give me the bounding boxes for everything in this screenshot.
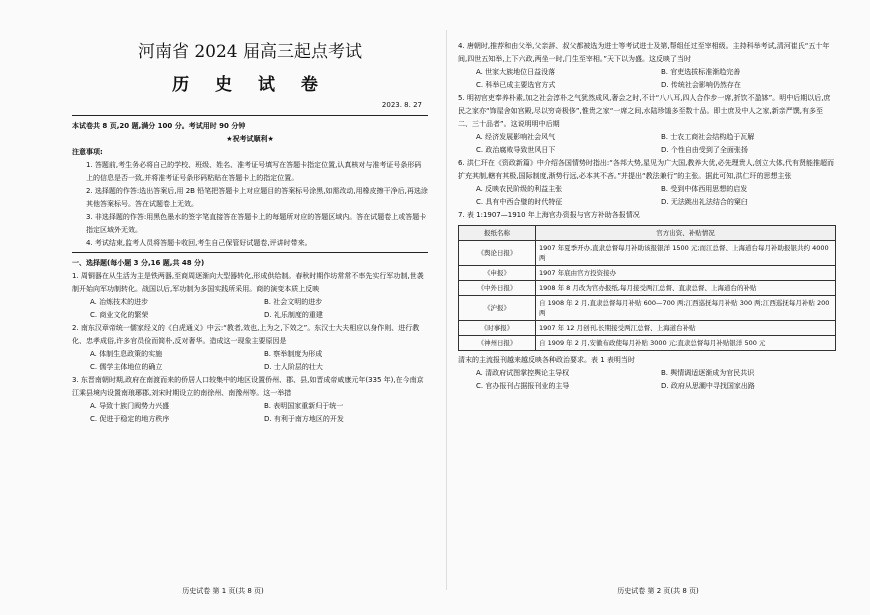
option-c: C. 具有中西合璧的时代特征 — [476, 198, 563, 206]
section-heading: 一、选择题(每小题 3 分,16 题,共 48 分) — [72, 259, 205, 267]
option-b: B. 察举制度为形成 — [264, 350, 323, 358]
option-d: D. 无法跳出礼法结合的窠臼 — [661, 198, 748, 206]
option-c: C. 儒学主体地位的确立 — [90, 363, 163, 371]
good-luck: ★祝考试顺利★ — [226, 135, 274, 143]
table-cell: 《申报》 — [459, 266, 536, 281]
notice-item: 3. 非选择题的作答:用黑色墨水的签字笔直接答在答题卡上的每题所对应的答题区域内。答在试题卷上或答题卡指定区域外无效。 — [86, 213, 427, 234]
question-stem: 1. 周铜器在从生活为主是铁两器,至商周逐渐向大型器转化,形成供给制。春秋时期作坊常常不率先实行军功制,世袭制开始向军功制转化。战国以后,军功制为多国实践所采用。商的演变本质上反映 — [72, 272, 424, 293]
notice-item: 4. 考试结束,监考人员将答题卡收回,考生自己保管好试题卷,评讲时带来。 — [86, 239, 312, 247]
option-d: D. 有利于南方地区的开发 — [264, 415, 344, 423]
exam-title: 河南省 2024 届高三起点考试 — [137, 42, 363, 62]
table-row — [459, 281, 836, 296]
option-c: C. 科举已成主要选官方式 — [476, 81, 556, 89]
option-c: C. 政治腐败导致世风日下 — [476, 146, 556, 154]
table-cell: 《神州日报》 — [459, 336, 536, 351]
question-7 — [458, 209, 836, 393]
option-c: C. 官办报刊占据报刊业的主导 — [476, 382, 570, 390]
notice-item: 2. 选择题的作答:选出答案后,用 2B 铅笔把答题卡上对应题目的答案标号涂黑,如需改动,用橡皮擦干净后,再选涂其他答案标号。答在试题卷上无效。 — [86, 187, 428, 208]
table-row — [459, 336, 836, 351]
question-stem: 6. 洪仁玕在《资政新篇》中介绍各国情势时指出:“各邦大势,星见为广大国,教养大优,必先理贵人,创立大体,代有贤能推超而扩充其制,轄有其极,国际制度,渐势行远,必本其不吝。”并提出“教法兼行”的主张。据此可知,洪仁玕的思想主张 — [458, 159, 835, 180]
question-stem: 3. 东晋南朝时期,政府在南渡而来的侨居人口较集中的地区设置侨州、郡、县,如晋成帝咸康元年(335 年),在今南京江乘县境内设置南琅琊郡,刘宋时期设立的南徐州、南豫州等。这一举措 — [72, 376, 424, 397]
rule — [72, 252, 428, 253]
option-d: D. 传统社会影响仍然存在 — [661, 81, 741, 89]
table-cell: 自 1909 年 2 月,安徽布政使每月补贴 3000 元;直隶总督每月补贴银洋 500 元 — [536, 336, 836, 351]
table-cell: 《中外日报》 — [459, 281, 536, 296]
option-b: B. 舆情调适逐渐成为官民共识 — [661, 369, 755, 377]
subject-title: 历 史 试 卷 — [172, 75, 328, 95]
exam-date: 2023. 8. 27 — [381, 101, 422, 109]
table-cell: 1907 年底由官方投资接办 — [536, 266, 836, 281]
option-b: B. 社会文明的进步 — [264, 298, 323, 306]
option-b: B. 官吏选拔标准渐趋完善 — [661, 68, 741, 76]
table-cell: 《时事报》 — [459, 321, 536, 336]
table-header: 报纸名称 — [459, 226, 536, 241]
option-c: C. 促进于稳定的地方秩序 — [90, 415, 170, 423]
option-d: D. 士人阶层的壮大 — [264, 363, 323, 371]
table-cell: 《沪报》 — [459, 296, 536, 321]
option-a: A. 冶炼技术的进步 — [90, 298, 149, 306]
option-d: D. 个性自由受到了全面张扬 — [661, 146, 748, 154]
question-stem: 5. 明初官吏奉养朴素,加之社会淳朴之气犹然成风,奢会之时,不计“八八耳,四人合作步一席,折饮不盈钵”。明中后期以后,庶民之家亦“饰屋舍如宫殿,尽以穷奇极侈”,惟贵之家“一席之间,水陆珍馐多至数十品。即士庶及中人之家,新亲严馔,有多至二、三十品者”。这说明明中后期 — [458, 94, 831, 128]
question-5 — [458, 92, 836, 157]
table-row — [459, 296, 836, 321]
page-footer: 历史试卷 第 2 页(共 8 页) — [617, 587, 699, 595]
question-1 — [72, 270, 428, 322]
question-stem: 4. 唐朝时,推荐和由父举,父亲辞、叔父都被选为进士等考试进士及第,帮组任过至宰相级。主持科举考试,清河崔氏“五十年间,四世五知举,上下六政,两坐一时,门生至宰相。”天下以为盛。这反映了当时 — [458, 42, 830, 63]
table-header-row — [459, 226, 836, 241]
option-a: A. 导致十族门阀势力兴盛 — [90, 402, 170, 410]
question-3 — [72, 374, 428, 426]
notice-heading: 注意事项: — [72, 148, 103, 156]
question-4 — [458, 40, 836, 92]
option-a: A. 体制生息政策的实施 — [90, 350, 163, 358]
table-row — [459, 241, 836, 266]
question-stem: 2. 南东汉章帝统一儒家经义的《白虎通义》中云:“教者,效也,上为之,下效之”。东汉士大夫相应以身作则、进行教化、忠孝成俗,许多官员俭而简朴,反对奢华。造成这一现象主要原因是 — [72, 324, 420, 345]
table-cell: 《舆论日报》 — [459, 241, 536, 266]
table-cell: 1907 年 12 月创刊,长期接受两江总督、上海道台补贴 — [536, 321, 836, 336]
exam-meta: 本试卷共 8 页,20 题,满分 100 分。考试用时 90 分钟 — [72, 122, 246, 130]
option-b: B. 表明国家重新归于统一 — [264, 402, 344, 410]
option-d: D. 礼乐制度的重建 — [264, 311, 323, 319]
table-row — [459, 321, 836, 336]
page-footer: 历史试卷 第 1 页(共 8 页) — [182, 587, 264, 595]
question-6 — [458, 157, 836, 209]
table-row — [459, 266, 836, 281]
option-a: A. 清政府试图掌控舆论主导权 — [476, 369, 570, 377]
option-a: A. 反映农民阶级的利益主张 — [476, 185, 563, 193]
table-header: 官方出资、补贴情况 — [536, 226, 836, 241]
notice-item: 1. 答题前,考生务必将自己的学校、班级、姓名、准考证号填写在答题卡指定位置,认真核对与准考证号条形码上的信息是否一致,并将准考证号条形码粘贴在答题卡上的指定位置。 — [86, 161, 422, 182]
newspaper-table — [458, 225, 836, 351]
option-a: A. 世家大族地位日益没落 — [476, 68, 556, 76]
question-2 — [72, 322, 428, 374]
table-cell: 1908 年 8 月改为官办报纸,每月接受两江总督、直隶总督、上海道台的补贴 — [536, 281, 836, 296]
table-cell: 自 1908 年 2 月,直隶总督每月补贴 600—700 两;江西巡抚每月补贴 300 两;江西巡抚每月补贴 200 两 — [536, 296, 836, 321]
option-c: C. 商业文化的繁荣 — [90, 311, 149, 319]
table-cell: 1907 年夏季开办,直隶总督每月补助该报银洋 1500 元;而江总督、上海道台每月补助报银共约 4000 两 — [536, 241, 836, 266]
rule — [72, 115, 428, 116]
question-stem: 7. 表 1:1907—1910 年上海官办资报与官方补助各报情况 — [458, 211, 640, 219]
option-b: B. 士农工商社会结构趋于瓦解 — [661, 133, 755, 141]
question-note: 清末的主流报刊越来越反映各种政治要求。表 1 表明当时 — [458, 356, 635, 364]
option-a: A. 经济发展影响社会风气 — [476, 133, 556, 141]
option-b: B. 受到中体西用思想的启发 — [661, 185, 748, 193]
page-right — [446, 0, 870, 615]
option-d: D. 政府从思潮中寻找国家出路 — [661, 382, 755, 390]
